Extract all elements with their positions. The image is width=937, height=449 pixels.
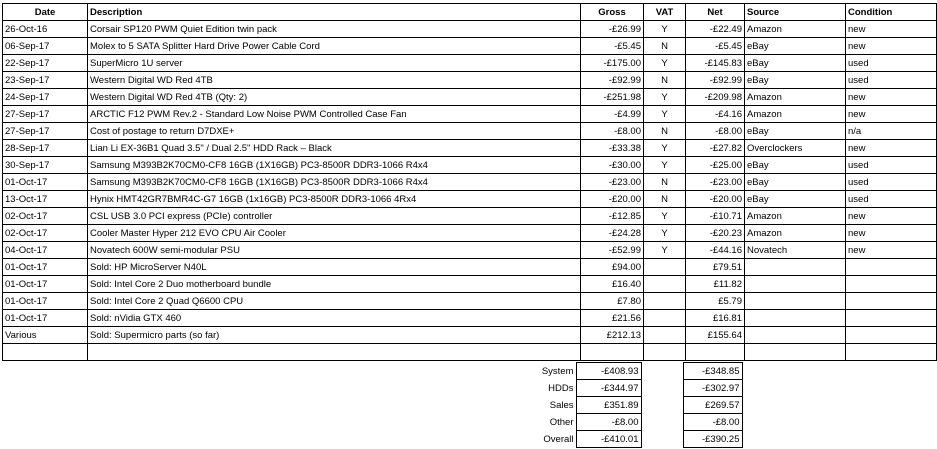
summary-net[interactable]: -£302.97: [683, 380, 742, 397]
cell-net[interactable]: -£44.16: [686, 242, 745, 259]
cell-condition[interactable]: [846, 259, 937, 276]
cell-vat[interactable]: Y: [644, 55, 686, 72]
summary-gross[interactable]: -£410.01: [576, 431, 641, 448]
summary-label: System: [541, 365, 574, 377]
cell-net[interactable]: £16.81: [686, 310, 745, 327]
table-row: [3, 106, 937, 123]
cell-condition[interactable]: new: [846, 21, 937, 38]
header-gross[interactable]: Gross: [581, 4, 644, 21]
summary-gross[interactable]: -£8.00: [576, 414, 641, 431]
cell-date[interactable]: 01-Oct-17: [3, 293, 88, 310]
summary-row: [528, 380, 742, 397]
cell-source[interactable]: eBay: [745, 72, 846, 89]
cell-gross[interactable]: -£30.00: [581, 157, 644, 174]
summary-row: [528, 397, 742, 414]
cell-condition[interactable]: new: [846, 225, 937, 242]
summary-gap: [641, 397, 683, 414]
cell-date[interactable]: 22-Sep-17: [3, 55, 88, 72]
summary-gross[interactable]: -£408.93: [576, 363, 641, 380]
cell-description[interactable]: SuperMicro 1U server: [88, 55, 581, 72]
cell-condition[interactable]: new: [846, 208, 937, 225]
cell-source[interactable]: eBay: [745, 123, 846, 140]
table-row: [3, 157, 937, 174]
table-row: [3, 293, 937, 310]
cell-gross[interactable]: £94.00: [581, 259, 644, 276]
cell-net[interactable]: £5.79: [686, 293, 745, 310]
empty-cell[interactable]: [581, 344, 644, 361]
cell-description[interactable]: Sold: Intel Core 2 Quad Q6600 CPU: [88, 293, 581, 310]
cell-description[interactable]: Western Digital WD Red 4TB: [88, 72, 581, 89]
table-row: [3, 225, 937, 242]
cell-description[interactable]: Sold: Intel Core 2 Duo motherboard bundle: [88, 276, 581, 293]
cell-date[interactable]: 06-Sep-17: [3, 38, 88, 55]
cell-condition[interactable]: [846, 327, 937, 344]
cell-date[interactable]: 27-Sep-17: [3, 123, 88, 140]
summary-row: [528, 363, 742, 380]
cell-gross[interactable]: -£175.00: [581, 55, 644, 72]
cell-description[interactable]: Sold: HP MicroServer N40L: [88, 259, 581, 276]
table-row: [3, 123, 937, 140]
cell-gross[interactable]: -£20.00: [581, 191, 644, 208]
cell-gross[interactable]: -£26.99: [581, 21, 644, 38]
cell-source[interactable]: Amazon: [745, 225, 846, 242]
cell-net[interactable]: -£23.00: [686, 174, 745, 191]
empty-cell[interactable]: [686, 344, 745, 361]
header-description[interactable]: Description: [88, 4, 581, 21]
cell-net[interactable]: -£4.16: [686, 106, 745, 123]
cell-source[interactable]: eBay: [745, 38, 846, 55]
cell-condition[interactable]: n/a: [846, 123, 937, 140]
cell-gross[interactable]: £7.80: [581, 293, 644, 310]
summary-row: [528, 414, 742, 431]
cell-condition[interactable]: [846, 310, 937, 327]
cell-date[interactable]: 01-Oct-17: [3, 310, 88, 327]
cell-description[interactable]: Novatech 600W semi-modular PSU: [88, 242, 581, 259]
cell-date[interactable]: 26-Oct-16: [3, 21, 88, 38]
cell-vat[interactable]: N: [644, 123, 686, 140]
cell-condition[interactable]: used: [846, 191, 937, 208]
cell-gross[interactable]: -£8.00: [581, 123, 644, 140]
cell-source[interactable]: eBay: [745, 174, 846, 191]
table-row: [3, 327, 937, 344]
cell-vat[interactable]: Y: [644, 106, 686, 123]
cell-description[interactable]: ARCTIC F12 PWM Rev.2 - Standard Low Noise PWM Controlled Case Fan: [88, 106, 581, 123]
cell-gross[interactable]: -£52.99: [581, 242, 644, 259]
cell-source[interactable]: eBay: [745, 55, 846, 72]
cell-vat[interactable]: [644, 259, 686, 276]
cell-vat[interactable]: Y: [644, 242, 686, 259]
table-row: [3, 140, 937, 157]
cell-description[interactable]: Molex to 5 SATA Splitter Hard Drive Power Cable Cord: [88, 38, 581, 55]
cell-vat[interactable]: N: [644, 72, 686, 89]
cell-net[interactable]: -£145.83: [686, 55, 745, 72]
summary-label: Overall: [543, 433, 574, 445]
cell-date[interactable]: 02-Oct-17: [3, 208, 88, 225]
header-net[interactable]: Net: [686, 4, 745, 21]
table-row: [3, 242, 937, 259]
cell-condition[interactable]: used: [846, 72, 937, 89]
cell-gross[interactable]: -£24.28: [581, 225, 644, 242]
header-row: [3, 4, 937, 21]
table-row: [3, 38, 937, 55]
cell-source[interactable]: Amazon: [745, 106, 846, 123]
cell-description[interactable]: Cooler Master Hyper 212 EVO CPU Air Cooler: [88, 225, 581, 242]
cell-vat[interactable]: Y: [644, 89, 686, 106]
cell-gross[interactable]: -£92.99: [581, 72, 644, 89]
cell-condition[interactable]: [846, 276, 937, 293]
cell-source[interactable]: [745, 327, 846, 344]
cell-date[interactable]: 27-Sep-17: [3, 106, 88, 123]
cell-vat[interactable]: N: [644, 174, 686, 191]
summary-row: [528, 431, 742, 448]
summary-label: Sales: [549, 399, 574, 411]
table-row: [3, 191, 937, 208]
empty-cell[interactable]: [846, 344, 937, 361]
cell-vat[interactable]: Y: [644, 140, 686, 157]
empty-cell[interactable]: [88, 344, 581, 361]
cell-gross[interactable]: -£5.45: [581, 38, 644, 55]
cell-date[interactable]: 13-Oct-17: [3, 191, 88, 208]
empty-cell[interactable]: [3, 344, 88, 361]
table-row: [3, 174, 937, 191]
cell-net[interactable]: £79.51: [686, 259, 745, 276]
cell-source[interactable]: Overclockers: [745, 140, 846, 157]
cell-date[interactable]: 01-Oct-17: [3, 259, 88, 276]
cell-description[interactable]: Corsair SP120 PWM Quiet Edition twin pack: [88, 21, 581, 38]
purchase-table: [2, 3, 937, 361]
table-row: [3, 259, 937, 276]
cell-date[interactable]: 28-Sep-17: [3, 140, 88, 157]
cell-gross[interactable]: -£33.38: [581, 140, 644, 157]
cell-source[interactable]: Amazon: [745, 21, 846, 38]
table-row: [3, 276, 937, 293]
cell-source[interactable]: [745, 293, 846, 310]
cell-vat[interactable]: [644, 276, 686, 293]
cell-description[interactable]: Samsung M393B2K70CM0-CF8 16GB (1X16GB) PC3-8500R DDR3-1066 R4x4: [88, 174, 581, 191]
cell-net[interactable]: -£10.71: [686, 208, 745, 225]
table-row: [3, 72, 937, 89]
cell-condition[interactable]: [846, 293, 937, 310]
cell-source[interactable]: Amazon: [745, 89, 846, 106]
cell-gross[interactable]: -£23.00: [581, 174, 644, 191]
cell-source[interactable]: Amazon: [745, 208, 846, 225]
cell-net[interactable]: £11.82: [686, 276, 745, 293]
summary-net[interactable]: £269.57: [683, 397, 742, 414]
header-vat[interactable]: VAT: [644, 4, 686, 21]
cell-net[interactable]: -£20.00: [686, 191, 745, 208]
cell-net[interactable]: -£27.82: [686, 140, 745, 157]
cell-vat[interactable]: N: [644, 191, 686, 208]
cell-net[interactable]: -£8.00: [686, 123, 745, 140]
summary-gross[interactable]: £351.89: [576, 397, 641, 414]
summary-gap: [641, 431, 683, 448]
empty-cell[interactable]: [745, 344, 846, 361]
table-row: [3, 89, 937, 106]
cell-condition[interactable]: new: [846, 140, 937, 157]
summary-net[interactable]: -£390.25: [683, 431, 742, 448]
cell-vat[interactable]: Y: [644, 21, 686, 38]
cell-date[interactable]: Various: [3, 327, 88, 344]
summary-label: Other: [549, 416, 574, 428]
empty-row: [3, 344, 937, 361]
cell-description[interactable]: Cost of postage to return D7DXE+: [88, 123, 581, 140]
cell-condition[interactable]: new: [846, 38, 937, 55]
summary-net[interactable]: -£348.85: [683, 363, 742, 380]
cell-gross[interactable]: -£12.85: [581, 208, 644, 225]
cell-net[interactable]: -£5.45: [686, 38, 745, 55]
header-date[interactable]: Date: [3, 4, 88, 21]
cell-vat[interactable]: Y: [644, 225, 686, 242]
cell-net[interactable]: -£25.00: [686, 157, 745, 174]
cell-gross[interactable]: -£251.98: [581, 89, 644, 106]
table-row: [3, 55, 937, 72]
cell-source[interactable]: eBay: [745, 191, 846, 208]
cell-description[interactable]: Lian Li EX-36B1 Quad 3.5" / Dual 2.5" HDD Rack – Black: [88, 140, 581, 157]
cell-condition[interactable]: used: [846, 55, 937, 72]
cell-date[interactable]: 01-Oct-17: [3, 276, 88, 293]
cell-net[interactable]: £155.64: [686, 327, 745, 344]
summary-gap: [641, 414, 683, 431]
header-condition[interactable]: Condition: [846, 4, 937, 21]
cell-description[interactable]: Sold: Supermicro parts (so far): [88, 327, 581, 344]
cell-net[interactable]: -£92.99: [686, 72, 745, 89]
cell-vat[interactable]: [644, 327, 686, 344]
table-row: [3, 21, 937, 38]
cell-description[interactable]: CSL USB 3.0 PCI express (PCIe) controller: [88, 208, 581, 225]
summary-net[interactable]: -£8.00: [683, 414, 742, 431]
cell-gross[interactable]: -£4.99: [581, 106, 644, 123]
cell-gross[interactable]: £21.56: [581, 310, 644, 327]
cell-date[interactable]: 01-Oct-17: [3, 174, 88, 191]
cell-source[interactable]: Novatech: [745, 242, 846, 259]
cell-vat[interactable]: Y: [644, 157, 686, 174]
cell-description[interactable]: Sold: nVidia GTX 460: [88, 310, 581, 327]
cell-description[interactable]: Samsung M393B2K70CM0-CF8 16GB (1X16GB) PC3-8500R DDR3-1066 R4x4: [88, 157, 581, 174]
cell-condition[interactable]: new: [846, 89, 937, 106]
cell-gross[interactable]: £16.40: [581, 276, 644, 293]
header-source[interactable]: Source: [745, 4, 846, 21]
cell-condition[interactable]: used: [846, 174, 937, 191]
cell-condition[interactable]: used: [846, 157, 937, 174]
cell-description[interactable]: Hynix HMT42GR7BMR4C-G7 16GB (1x16GB) PC3-8500R DDR3-1066 4Rx4: [88, 191, 581, 208]
cell-condition[interactable]: new: [846, 106, 937, 123]
cell-source[interactable]: [745, 259, 846, 276]
empty-cell[interactable]: [644, 344, 686, 361]
cell-net[interactable]: -£20.23: [686, 225, 745, 242]
cell-vat[interactable]: N: [644, 38, 686, 55]
cell-date[interactable]: 24-Sep-17: [3, 89, 88, 106]
cell-gross[interactable]: £212.13: [581, 327, 644, 344]
cell-source[interactable]: [745, 276, 846, 293]
table-row: [3, 208, 937, 225]
cell-date[interactable]: 02-Oct-17: [3, 225, 88, 242]
cell-vat[interactable]: [644, 293, 686, 310]
summary-gap: [641, 380, 683, 397]
cell-vat[interactable]: [644, 310, 686, 327]
cell-date[interactable]: 23-Sep-17: [3, 72, 88, 89]
cell-net[interactable]: -£22.49: [686, 21, 745, 38]
cell-date[interactable]: 04-Oct-17: [3, 242, 88, 259]
cell-vat[interactable]: Y: [644, 208, 686, 225]
cell-description[interactable]: Western Digital WD Red 4TB (Qty: 2): [88, 89, 581, 106]
summary-label: HDDs: [548, 382, 574, 394]
summary-table: [528, 362, 743, 448]
cell-source[interactable]: [745, 310, 846, 327]
cell-source[interactable]: eBay: [745, 157, 846, 174]
table-row: [3, 310, 937, 327]
cell-condition[interactable]: new: [846, 242, 937, 259]
summary-gross[interactable]: -£344.97: [576, 380, 641, 397]
cell-net[interactable]: -£209.98: [686, 89, 745, 106]
cell-date[interactable]: 30-Sep-17: [3, 157, 88, 174]
summary-gap: [641, 363, 683, 380]
